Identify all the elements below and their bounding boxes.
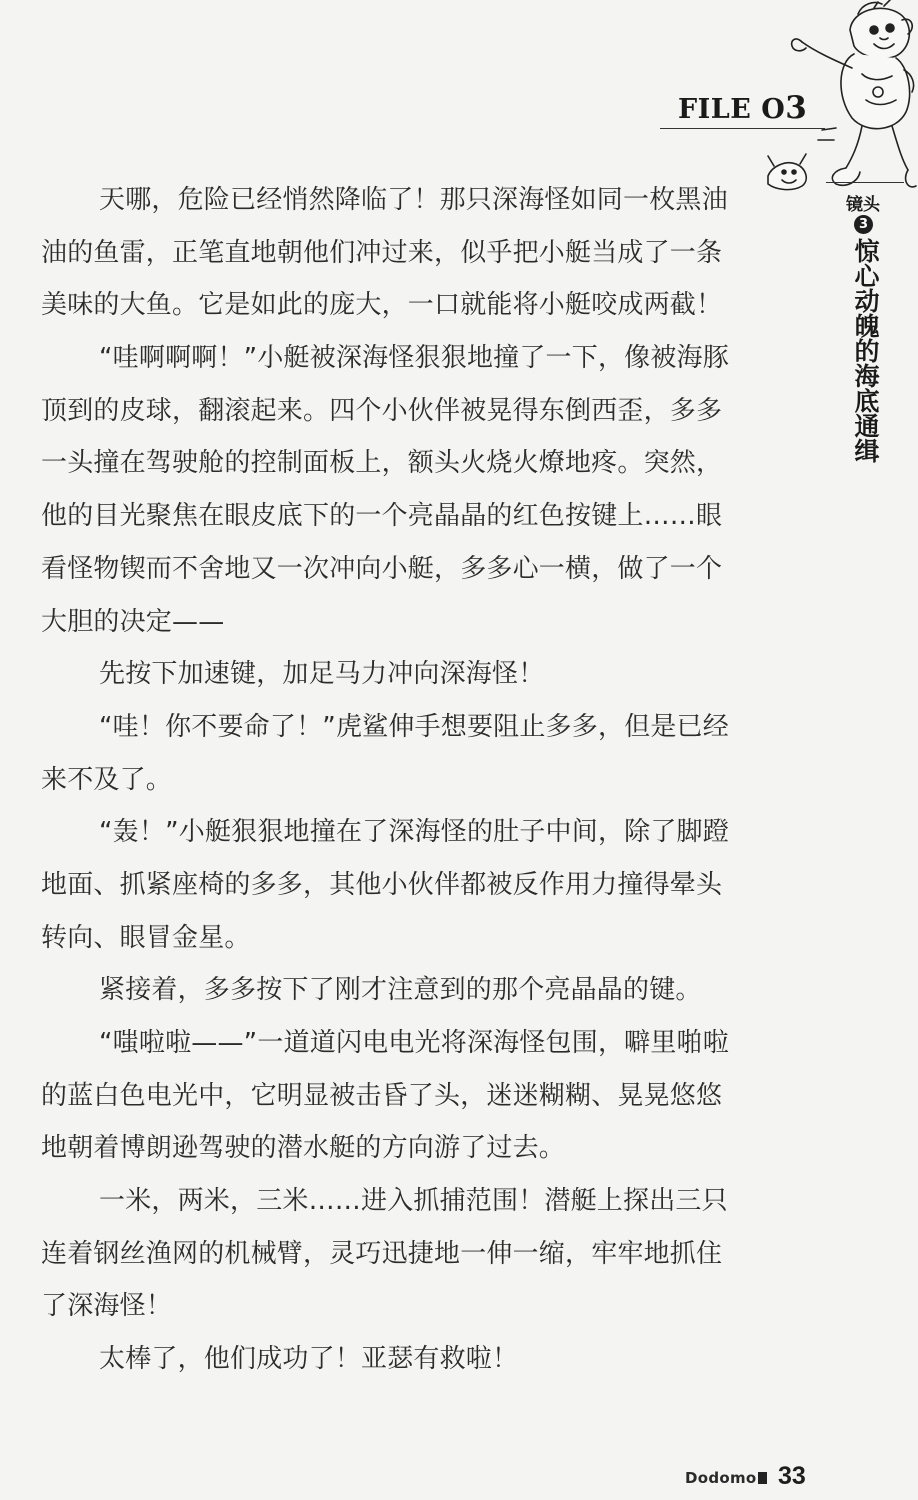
text-line: “哇啊啊啊！”小艇被深海怪狠狠地撞了一下，像被海豚 — [99, 343, 729, 374]
text-line: 转向、眼冒金星。 — [41, 922, 251, 953]
text-line: 先按下加速键，加足马力冲向深海怪！ — [99, 659, 545, 690]
body-text — [41, 174, 801, 1386]
file-number: 3 — [785, 90, 808, 126]
text-line: 紧接着，多多按下了刚才注意到的那个亮晶晶的键。 — [99, 975, 702, 1006]
chapter-number-badge: 3 — [854, 215, 873, 234]
file-label: FILE O3 — [678, 90, 808, 126]
text-line: 连着钢丝渔网的机械臂，灵巧迅捷地一伸一缩，牢牢地抓住 — [41, 1238, 723, 1269]
text-line: 了深海怪！ — [41, 1291, 173, 1322]
file-header — [660, 88, 825, 129]
text-line: 看怪物锲而不舍地又一次冲向小艇，多多心一横，做了一个 — [41, 553, 723, 584]
text-line: 顶到的皮球，翻滚起来。四个小伙伴被晃得东倒西歪，多多 — [41, 395, 723, 426]
text-line: “嗤啦啦——”一道道闪电电光将深海怪包围，噼里啪啦 — [99, 1028, 729, 1058]
text-line: 一米，两米，三米……进入抓捕范围！潜艇上探出三只 — [99, 1186, 728, 1217]
text-line: “哇！你不要命了！”虎鲨伸手想要阻止多多，但是已经 — [99, 711, 729, 742]
text-line: 大胆的决定—— — [41, 606, 225, 637]
chapter-title: 惊心动魄的海底通缉 — [851, 238, 880, 463]
text-line: 他的目光聚焦在眼皮底下的一个亮晶晶的红色按键上……眼 — [41, 501, 723, 532]
text-line: 天哪，危险已经悄然降临了！那只深海怪如同一枚黑油 — [99, 185, 728, 215]
text-line: 的蓝白色电光中，它明显被击昏了头，迷迷糊糊、晃晃悠悠 — [41, 1080, 723, 1111]
text-line: 来不及了。 — [41, 764, 173, 795]
text-line: “轰！”小艇狠狠地撞在了深海怪的肚子中间，除了脚蹬 — [99, 817, 729, 848]
text-line: 一头撞在驾驶舱的控制面板上，额头火烧火燎地疼。突然， — [41, 448, 723, 479]
text-line: 地面、抓紧座椅的多多，其他小伙伴都被反作用力撞得晕头 — [41, 869, 723, 900]
brand-name: Dodomo — [685, 1469, 757, 1487]
footer-brand — [685, 1469, 767, 1487]
text-line: 地朝着博朗逊驾驶的潜水艇的方向游了过去。 — [41, 1133, 566, 1164]
text-line: 太棒了，他们成功了！亚瑟有救啦！ — [99, 1344, 519, 1375]
brand-mark-icon — [758, 1472, 767, 1484]
chapter-label: 镜头 — [846, 195, 880, 215]
page-number: 33 — [778, 1462, 806, 1490]
sidebar-divider — [826, 182, 904, 183]
text-line: 油的鱼雷，正笔直地朝他们冲过来，似乎把小艇当成了一条 — [41, 237, 723, 268]
text-line: 美味的大鱼。它是如此的庞大，一口就能将小艇咬成两截！ — [41, 290, 723, 321]
